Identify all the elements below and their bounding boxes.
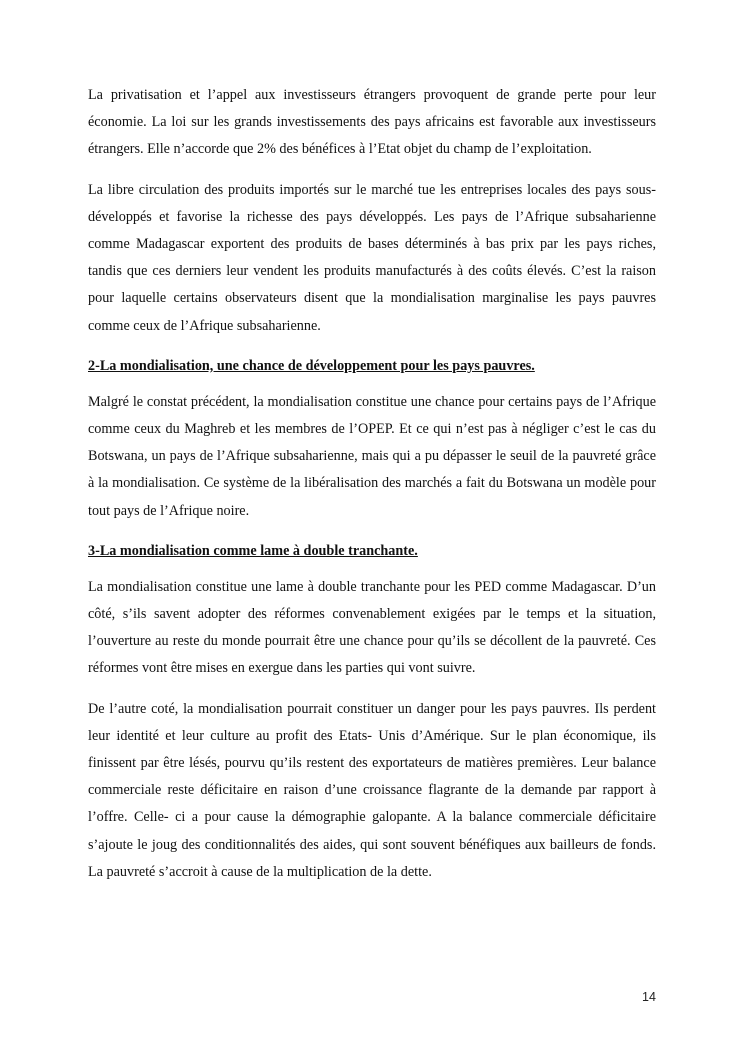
page-number: 14 — [642, 990, 656, 1004]
paragraph-privatisation: La privatisation et l’appel aux investisseurs étrangers provoquent de grande perte pour leur économie. La loi sur les grands investissements des pays africains est favorable aux investisseurs étrangers. Elle n’accorde que 2% des bénéfices à l’Etat objet du champ de l’exploitation. — [88, 87, 656, 158]
section-heading-3: 3-La mondialisation comme lame à double tranchante. — [88, 542, 418, 559]
paragraph-chance-botswana: Malgré le constat précédent, la mondialisation constitue une chance pour certains pays de l’Afrique comme ceux du Maghreb et les membres de l’OPEP. Et ce qui n’est pas à négliger c’est le cas du Botswana, un pays de l’Afrique subsaharienne, mais qui a pu dépasser le seuil de la pauvreté grâce à la mondialisation. Ce système de la libéralisation des marchés a fait du Botswana un modèle pour tout pays de l’Afrique noire. — [88, 393, 656, 519]
paragraph-lame-double-tranchante: La mondialisation constitue une lame à double tranchante pour les PED comme Madagascar. D’un côté, s’ils savent adopter des réformes convenablement exigées par le temps et la situation, l’ouverture au reste du monde pourrait être une chance pour qu’ils se décollent de la pauvreté. Ces réformes vont être mises en exergue dans les parties qui vont suivre. — [88, 578, 656, 677]
paragraph-danger-pays-pauvres: De l’autre coté, la mondialisation pourrait constituer un danger pour les pays pauvres. Ils perdent leur identité et leur culture au profit des Etats- Unis d’Amérique. Sur le plan économique, ils finissent par être lésés, pourvu qu’ils restent des exportateurs de matières premières. Leur balance commerciale reste déficitaire en raison d’une croissance flagrante de la demande par rapport à l’offre. Celle- ci a pour cause la démographie galopante. A la balance commerciale déficitaire s’ajoute le joug des conditionnalités des aides, qui sont souvent bénéfiques aux bailleurs de fonds. La pauvreté s’accroit à cause de la multiplication de la dette. — [88, 700, 656, 880]
paragraph-libre-circulation: La libre circulation des produits importés sur le marché tue les entreprises locales des pays sous- développés et favorise la richesse des pays développés. Les pays de l’Afrique subsaharienne comme Madagascar exportent des produits de bases déterminés à bas prix par les pays riches, tandis que ces derniers leur vendent les produits manufacturés à des coûts élevés. C’est la raison pour laquelle certains observateurs disent que la mondialisation marginalise les pays pauvres comme ceux de l’Afrique subsaharienne. — [88, 181, 656, 334]
section-heading-2: 2-La mondialisation, une chance de développement pour les pays pauvres. — [88, 357, 535, 374]
page-body — [88, 82, 656, 899]
